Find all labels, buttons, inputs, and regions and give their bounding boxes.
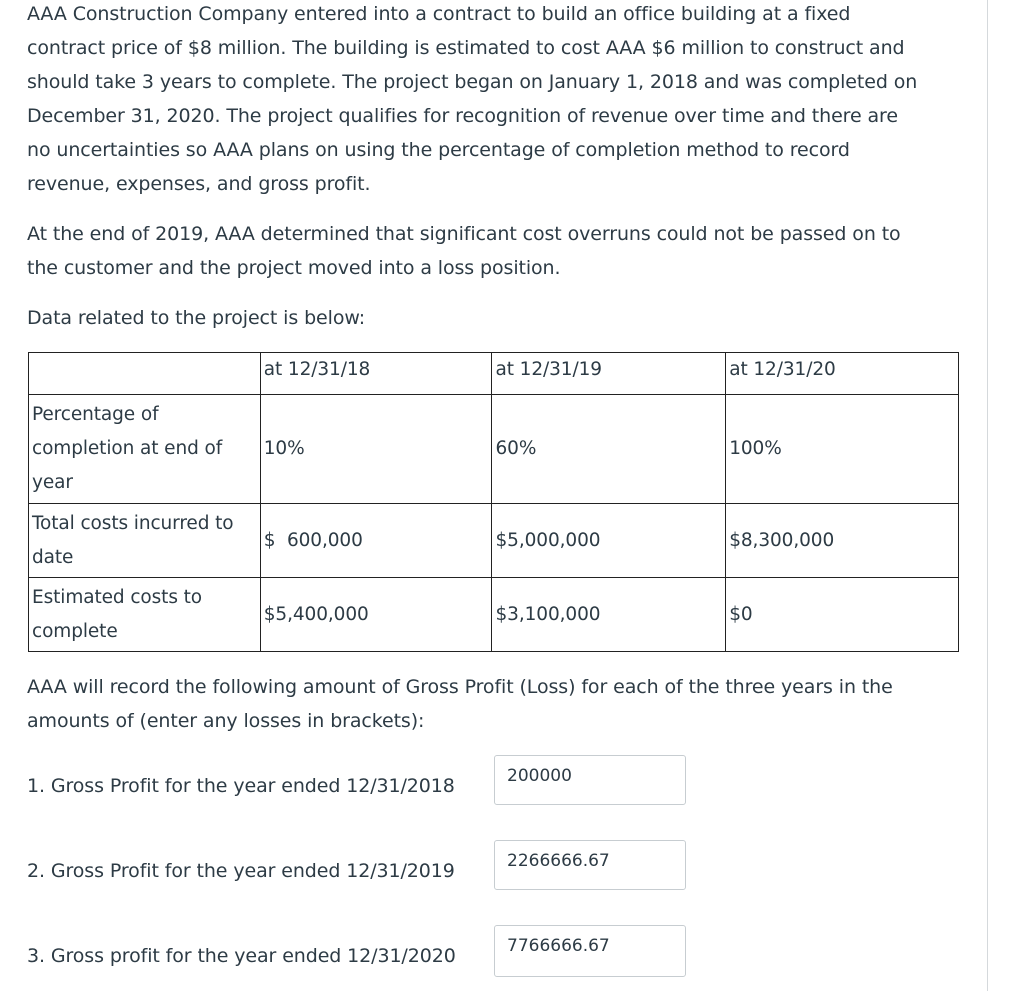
question-3-answer-input[interactable]: 7766666.67 [494, 925, 686, 977]
overrun-line: At the end of 2019, AAA determined that significant cost overruns could not be passed on to [27, 223, 901, 245]
table-row [29, 578, 959, 652]
table-header-cell: at 12/31/19 [492, 353, 726, 395]
table-cell: 100% [726, 395, 959, 504]
question-3-label: 3. Gross profit for the year ended 12/31/2020 [27, 945, 456, 967]
table-cell: $0 [726, 578, 959, 652]
intro-line: AAA Construction Company entered into a contract to build an office building at a fixed [27, 3, 851, 25]
table-header-cell: at 12/31/18 [260, 353, 492, 395]
question-1-label: 1. Gross Profit for the year ended 12/31/2018 [27, 775, 455, 797]
overrun-paragraph [27, 217, 967, 285]
project-data-table [28, 352, 959, 652]
question-1-answer-input[interactable]: 200000 [494, 755, 686, 805]
table-cell: 10% [260, 395, 492, 504]
table-cell: $3,100,000 [492, 578, 726, 652]
row-label: Total costs incurred to date [29, 504, 261, 578]
intro-line: revenue, expenses, and gross profit. [27, 173, 371, 195]
table-header-cell [29, 353, 261, 395]
intro-line: no uncertainties so AAA plans on using the percentage of completion method to record [27, 139, 850, 161]
table-cell: 60% [492, 395, 726, 504]
problem-intro [27, 0, 967, 201]
instructions-line: amounts of (enter any losses in brackets): [27, 710, 425, 732]
instructions [27, 670, 967, 738]
table-header-cell: at 12/31/20 [726, 353, 959, 395]
question-2-label: 2. Gross Profit for the year ended 12/31/2019 [27, 860, 455, 882]
intro-line: contract price of $8 million. The building is estimated to cost AAA $6 million to construct and [27, 37, 905, 59]
table-cell: $8,300,000 [726, 504, 959, 578]
question-2-answer-input[interactable]: 2266666.67 [494, 840, 686, 890]
data-intro: Data related to the project is below: [27, 307, 366, 329]
instructions-line: AAA will record the following amount of Gross Profit (Loss) for each of the three years in the [27, 676, 893, 698]
intro-line: should take 3 years to complete. The project began on January 1, 2018 and was completed on [27, 71, 918, 93]
table-cell: $5,400,000 [260, 578, 492, 652]
table-header-row [29, 353, 959, 395]
row-label: Percentage of completion at end of year [29, 395, 261, 504]
overrun-line: the customer and the project moved into a loss position. [27, 257, 561, 279]
row-label: Estimated costs to complete [29, 578, 261, 652]
table-cell: $5,000,000 [492, 504, 726, 578]
table-row [29, 504, 959, 578]
table-row [29, 395, 959, 504]
intro-line: December 31, 2020. The project qualifies for recognition of revenue over time and there are [27, 105, 898, 127]
right-divider [987, 0, 988, 991]
table-cell: $ 600,000 [260, 504, 492, 578]
